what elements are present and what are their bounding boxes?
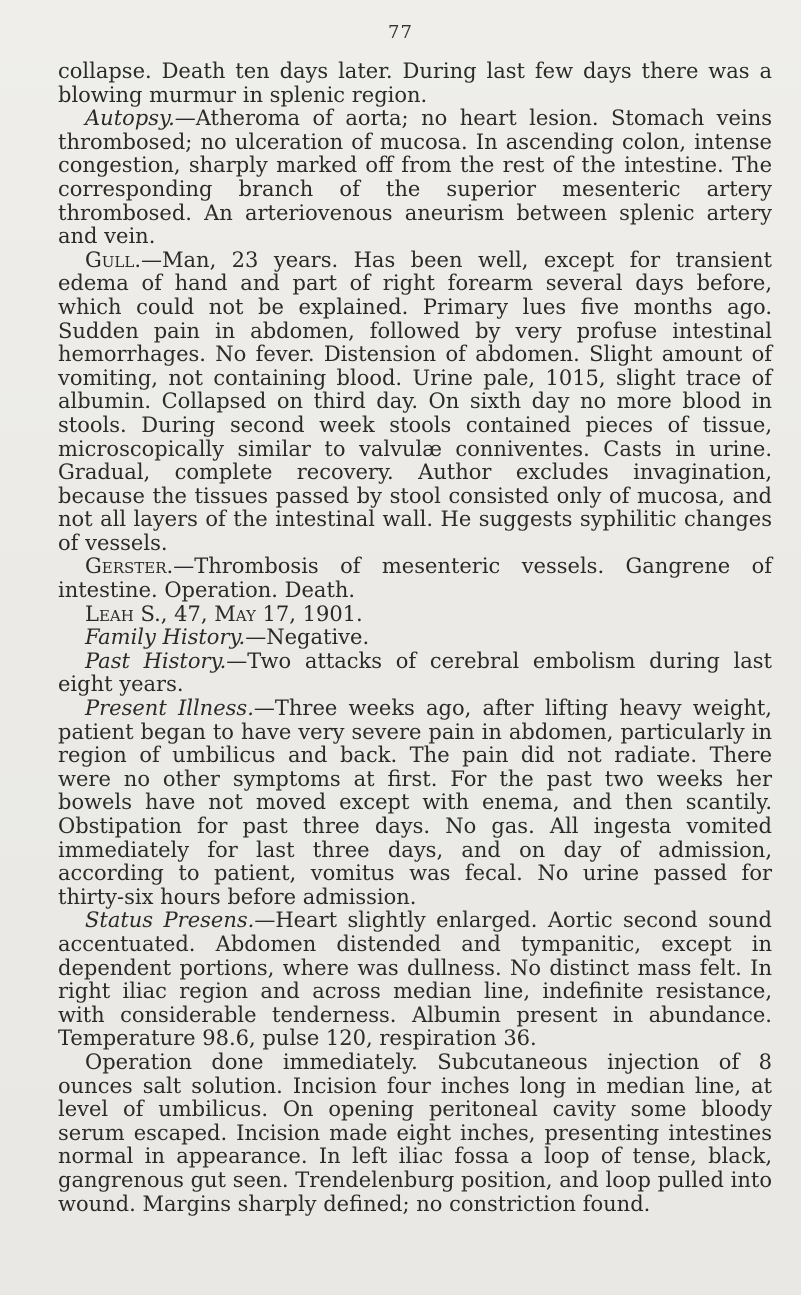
text-run: —Two attacks of cerebral embolism during last eight years. (58, 648, 772, 697)
case-title: Leah S., 47, May 17, 1901. (85, 601, 363, 626)
paragraph-autopsy (58, 107, 772, 249)
paragraph-past-history (58, 650, 772, 697)
section-heading: Past History. (85, 648, 227, 673)
body-text (58, 60, 772, 1216)
paragraph-operation (58, 1051, 772, 1216)
section-heading: Autopsy. (85, 106, 175, 131)
paragraph-case-header (58, 603, 772, 627)
paragraph-family-history (58, 626, 772, 650)
page-number: 77 (388, 22, 413, 43)
text-run: —Three weeks ago, after lifting heavy weight, patient began to have very severe pain in abdomen, particularly in region of umbilicus and back. The pain did not radiate. There were no other symptoms at first. For the past two weeks her bowels have not moved except with enema, and then scantily. Obstipation for past three days. No gas. All ingesta vomited immediately for last three days, and on day of admission, according to patient, vomitus was fecal. No urine passed for thirty-six hours before admission. (58, 696, 772, 909)
paragraph-present-illness (58, 697, 772, 909)
section-heading: Status Presens. (85, 908, 255, 933)
section-heading: Present Illness. (85, 696, 254, 721)
text-run: —Man, 23 years. Has been well, except for transient edema of hand and part of right forearm several days before, which could not be explained. Primary lues five months ago. Sudden pain in abdomen, followed by very profuse intestinal hemorrhages. No fever. Distension of abdomen. Slight amount of vomiting, not containing blood. Urine pale, 1015, slight trace of albumin. Collapsed on third day. On sixth day no more blood in stools. During second week stools contained pieces of tissue, microscopically similar to valvulæ conniventes. Casts in urine. Gradual, complete recovery. Author excludes invagination, because the tissues passed by stool consisted only of mucosa, and not all layers of the intestinal wall. He suggests syphilitic changes of vessels. (58, 247, 772, 555)
text-run: Operation done immediately. Subcutaneous injection of 8 ounces salt solution. Incision four inches long in median line, at level of umbilicus. On opening peritoneal cavity some bloody serum escaped. Incision made eight inches, presenting intestines normal in appearance. In left iliac fossa a loop of tense, black, gangrenous gut seen. Trendelenburg position, and loop pulled into wound. Margins sharply defined; no constriction found. (58, 1049, 772, 1216)
text-run: —Thrombosis of mesenteric vessels. Gangrene of intestine. Operation. Death. (58, 554, 772, 603)
paragraph-status-presens (58, 909, 772, 1051)
text-run: collapse. Death ten days later. During last few days there was a blowing murmur in splenic region. (58, 59, 772, 107)
paragraph (58, 60, 772, 107)
paragraph-gull (58, 249, 772, 556)
text-run: —Heart slightly enlarged. Aortic second sound accentuated. Abdomen distended and tympanitic, except in dependent portions, where was dullness. No distinct mass felt. In right iliac region and across median line, indefinite resistance, with considerable tenderness. Albumin present in abundance. Temperature 98.6, pulse 120, respiration 36. (58, 908, 773, 1051)
section-heading: Family History. (85, 625, 246, 650)
paragraph-gerster (58, 555, 772, 602)
author-name: Gull. (85, 247, 142, 272)
text-run: —Negative. (245, 625, 370, 650)
text-run: —Atheroma of aorta; no heart lesion. Stomach veins thrombosed; no ulceration of mucosa. In ascending colon, intense congestion, sharply marked off from the rest of the intestine. The corresponding branch of the superior mesenteric artery thrombosed. An arteriovenous aneurism between splenic artery and vein. (58, 106, 772, 249)
author-name: Gerster. (85, 554, 174, 579)
